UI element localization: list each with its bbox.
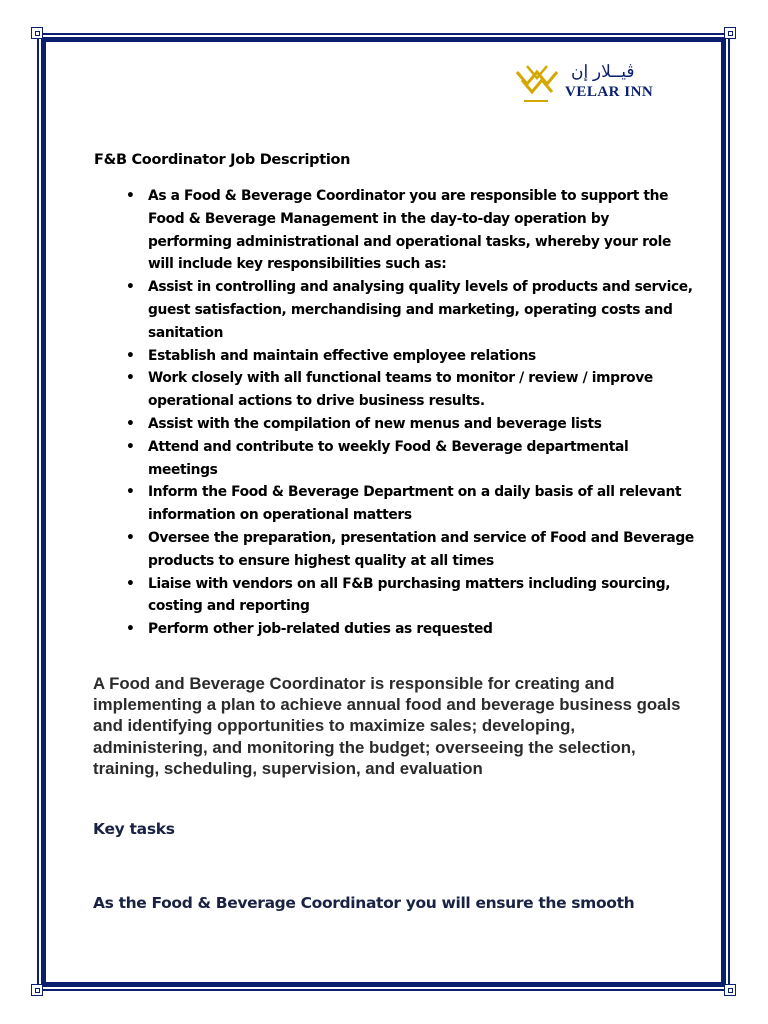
key-tasks-heading: Key tasks	[93, 820, 175, 838]
bullet-icon: •	[126, 575, 135, 592]
document-title: F&B Coordinator Job Description	[94, 152, 351, 168]
bullet-icon: •	[126, 484, 135, 501]
border-corner-top-right	[724, 27, 736, 39]
border-corner-bottom-left	[31, 984, 43, 996]
bullet-icon: •	[126, 415, 135, 432]
responsibilities-list	[94, 185, 694, 641]
bullet-icon: •	[126, 188, 135, 204]
list-item: • Assist in controlling and analysing quality levels of products and service, guest satisfaction, merchandising and marketing, operating costs and sanitation	[94, 276, 694, 344]
bullet-icon: •	[126, 347, 135, 364]
list-item: • Oversee the preparation, presentation and service of Food and Beverage products to ensure highest quality at all times	[94, 527, 694, 573]
list-item: • Inform the Food & Beverage Department on a daily basis of all relevant information on operational matters	[94, 481, 694, 527]
bullet-icon: •	[126, 370, 135, 387]
list-item: • Liaise with vendors on all F&B purchasing matters including sourcing, costing and reporting	[94, 573, 694, 619]
logo-mark-icon	[514, 64, 560, 106]
bullet-icon: •	[126, 279, 135, 296]
bullet-icon: •	[126, 438, 135, 455]
list-item: • As a Food & Beverage Coordinator you are responsible to support the Food & Beverage Management in the day-to-day operation by performing administrational and operational tasks, whereby your role will include key responsibilities such as:	[94, 185, 694, 276]
list-item: • Perform other job-related duties as requested	[94, 618, 694, 641]
border-corner-top-left	[31, 27, 43, 39]
border-corner-bottom-right	[724, 984, 736, 996]
logo-arabic-name: ڤيــلار إن	[571, 62, 635, 81]
list-item: • Establish and maintain effective employee relations	[94, 345, 694, 368]
bullet-icon: •	[126, 621, 135, 638]
summary-paragraph: A Food and Beverage Coordinator is responsible for creating and implementing a plan to achieve annual food and beverage business goals and identifying opportunities to maximize sales; developing, administering, and monitoring the budget; overseeing the selection, training, scheduling, supervision, and evaluation	[93, 674, 681, 778]
list-item: • Attend and contribute to weekly Food & Beverage departmental meetings	[94, 436, 694, 482]
list-item: • Assist with the compilation of new menus and beverage lists	[94, 413, 694, 436]
bullet-icon: •	[126, 529, 135, 546]
list-item: • Work closely with all functional teams to monitor / review / improve operational actions to drive business results.	[94, 367, 694, 413]
hotel-logo	[512, 62, 702, 110]
closing-line: As the Food & Beverage Coordinator you will ensure the smooth	[93, 894, 635, 912]
logo-english-name: VELAR INN	[565, 84, 654, 100]
